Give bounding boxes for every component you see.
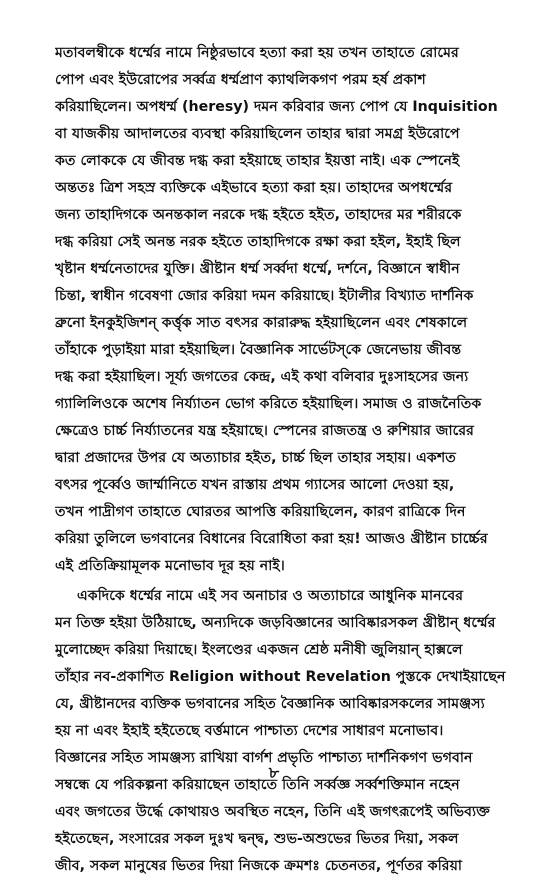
text-line: অন্ততঃ ত্রিশ সহস্র ব্যক্তিকে এইভাবে হত্যা করা হয়। তাহাদের অপধর্ম্মের (55, 180, 453, 196)
text-line: দগ্ধ করিয়া সেই অনন্ত নরক হইতে তাহাদিগকে রক্ষা করা হইল, ইহাই ছিল (55, 234, 461, 250)
text-line: মন তিক্ত হইয়া উঠিয়াছে, অন্যদিকে জড়বিজ্ঞানের আবিষ্কারসকল খ্রীষ্টান্ ধর্ম্মের (55, 615, 496, 631)
text-line: এই প্রতিক্রিয়ামূলক মনোভাব দূর হয় নাই। (55, 558, 285, 574)
text-line: হইতেছেন, সংসারের সকল দুঃখ দ্বন্দ্ব, শুভ-অশুভের ভিতর দিয়া, সকল (55, 831, 459, 847)
text-line: মতাবলম্বীকে ধর্ম্মের নামে নিষ্ঠুরভাবে হত্যা করা হয় তখন তাহাতে রোমের (55, 45, 459, 61)
text-line: করিয়া তুলিলে ভগবানের বিধানের বিরোধিতা করা হয়! আজও খ্রীষ্টান চার্চ্চের (55, 531, 488, 547)
text-line: বৎসর পূর্ব্বেও জার্ম্মানিতে যখন রাস্তায় প্রথম গ্যাসের আলো দেওয়া হয়, (55, 477, 455, 493)
text-line: কত লোককে যে জীবন্ত দগ্ধ করা হইয়াছে তাহার ইয়ত্তা নাই। এক স্পেনেই (55, 153, 460, 169)
paragraph-start-line: একদিকে ধর্ম্মের নামে এই সব অনাচার ও অত্যাচারে আধুনিক মানবের (77, 588, 464, 604)
text-line: খৃষ্টান ধর্ম্মনেতাদের যুক্তি। খ্রীষ্টান ধর্ম্ম সর্ব্বদা ধর্ম্মে, দর্শনে, বিজ্ঞানে স্বাধীন (55, 261, 460, 277)
text-line: তাঁহাকে পুড়াইয়া মারা হইয়াছিল। বৈজ্ঞানিক সার্ভেটস্‌কে জেনেভায় জীবন্ত (55, 342, 462, 358)
text-line: যে, খ্রীষ্টানদের ব্যক্তিক ভগবানের সহিত বৈজ্ঞানিক আবিষ্কারসকলের সামঞ্জস্য (55, 696, 485, 712)
text-line: ব্রুনো ইনকুইজিশন্ কর্ত্তৃক সাত বৎসর কারারুদ্ধ হইয়াছিলেন এবং শেষকালে (55, 315, 468, 331)
text-line: দ্বারা প্রজাদের উপর যে অত্যাচার হইত, চার্চ্চ ছিল তাহার সহায়। একশত (55, 450, 456, 466)
text-line: করিয়াছিলেন। অপধর্ম্ম (heresy) দমন করিবার জন্য পোপ যে Inquisition (55, 99, 498, 115)
text-line: দগ্ধ করা হইয়াছিল। সূর্য্য জগতের কেন্দ্র, এই কথা বলিবার দুঃসাহসের জন্য (55, 369, 469, 385)
text-line: গ্যালিলিওকে অশেষ নির্য্যাতন ভোগ করিতে হইয়াছিল। সমাজ ও রাজনৈতিক (55, 396, 482, 412)
body-text (55, 40, 515, 880)
text-line: মুলোচ্ছেদ করিয়া দিয়াছে। ইংলণ্ডের একজন শ্রেষ্ঠ মনীষী জুলিয়ান্ হাক্সলে (55, 642, 463, 658)
text-line: সম্বন্ধে যে পরিকল্পনা করিয়াছেন তাহাতে তিনি সর্ব্বজ্ঞ সর্ব্বশক্তিমান নহেন (55, 777, 460, 793)
text-line: ক্ষেত্রেও চার্চ্চ নির্য্যাতনের যন্ত্র হইয়াছে। স্পেনের রাজতন্ত্র ও রুশিয়ার জারের (55, 423, 474, 439)
text-line: তখন পাদ্রীগণ তাহাতে ঘোরতর আপত্তি করিয়াছিলেন, কারণ রাত্রিকে দিন (55, 504, 466, 520)
text-line: বিজ্ঞানের সহিত সামঞ্জস্য রাখিয়া বার্গশ প্রভৃতি পাশ্চাত্য দার্শনিকগণ ভগবান (55, 750, 473, 766)
text-line: জীব, সকল মানুষের ভিতর দিয়া নিজকে ক্রমশঃ চেতনতর, পূর্ণতর করিয়া (55, 858, 463, 874)
page-number: ৮ (268, 763, 280, 782)
text-line: তাঁহার নব-প্রকাশিত Religion without Revelation পুস্তকে দেখাইয়াছেন (55, 669, 506, 685)
text-line: হয় না এবং ইহাই হইতেছে বর্ত্তমানে পাশ্চাত্য দেশের সাধারণ মনোভাব। (55, 723, 444, 739)
text-line: পোপ এবং ইউরোপের সর্ব্বত্র ধর্ম্মপ্রাণ ক্যাথলিকগণ পরম হর্ষ প্রকাশ (55, 72, 426, 88)
text-line: জন্য তাহাদিগকে অনন্তকাল নরকে দগ্ধ হইতে হইত, তাহাদের মর শরীরকে (55, 207, 462, 223)
text-line: এবং জগতের উর্দ্ধে কোথায়ও অবস্থিত নহেন, তিনি এই জগৎরূপেই অভিব্যক্ত (55, 804, 490, 820)
text-line: বা যাজকীয় আদালতের ব্যবস্থা করিয়াছিলেন তাহার দ্বারা সমগ্র ইউরোপে (55, 126, 460, 142)
text-line: চিন্তা, স্বাধীন গবেষণা জোর করিয়া দমন করিয়াছে। ইটালীর বিখ্যাত দার্শনিক (55, 288, 474, 304)
